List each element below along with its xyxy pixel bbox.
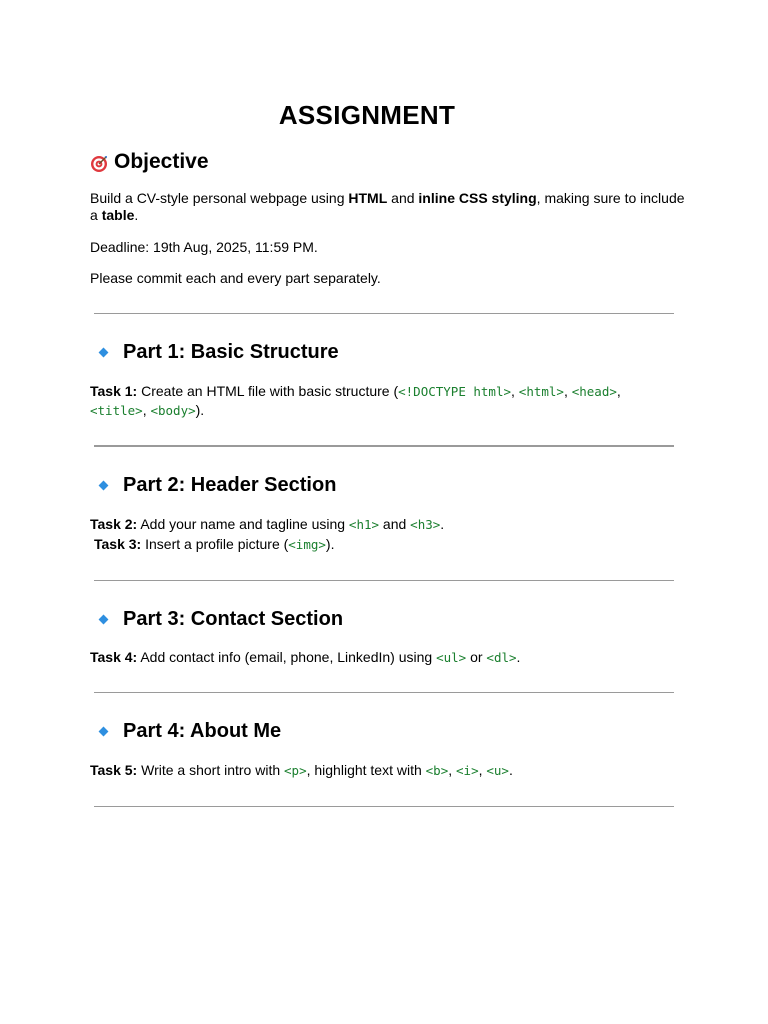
diamond-bullet-icon <box>99 481 109 491</box>
task-2: Task 2: Add your name and tagline using <h1> and <h3>. <box>90 516 445 532</box>
divider <box>94 692 674 693</box>
divider <box>94 580 674 581</box>
commit-note: Please commit each and every part separately. <box>90 270 381 286</box>
part-1-heading: Part 1: Basic Structure <box>98 341 339 364</box>
part-2-heading: Part 2: Header Section <box>98 474 336 497</box>
objective-heading-text: Objective <box>114 150 209 173</box>
divider <box>94 806 674 807</box>
page-title: ASSIGNMENT <box>278 100 456 130</box>
diamond-bullet-icon <box>99 615 109 625</box>
deadline-text: Deadline: 19th Aug, 2025, 11:59 PM. <box>90 239 318 255</box>
objective-heading <box>90 150 209 174</box>
objective-description: Build a CV-style personal webpage using HTML and inline CSS styling, making sure to include a table. <box>90 190 685 223</box>
part-3-heading: Part 3: Contact Section <box>98 608 343 631</box>
task-1: Task 1: Create an HTML file with basic structure (<!DOCTYPE html>, <html>, <head>, <title>, <body>). <box>90 383 621 418</box>
task-5: Task 5: Write a short intro with <p>, highlight text with <b>, <i>, <u>. <box>90 762 513 778</box>
divider <box>94 445 674 447</box>
part-4-heading: Part 4: About Me <box>98 720 281 743</box>
diamond-bullet-icon <box>99 727 109 737</box>
target-icon <box>90 155 108 173</box>
task-3: Task 3: Insert a profile picture (<img>). <box>94 536 335 552</box>
diamond-bullet-icon <box>99 348 109 358</box>
task-4: Task 4: Add contact info (email, phone, LinkedIn) using <ul> or <dl>. <box>90 649 521 665</box>
divider <box>94 313 674 314</box>
